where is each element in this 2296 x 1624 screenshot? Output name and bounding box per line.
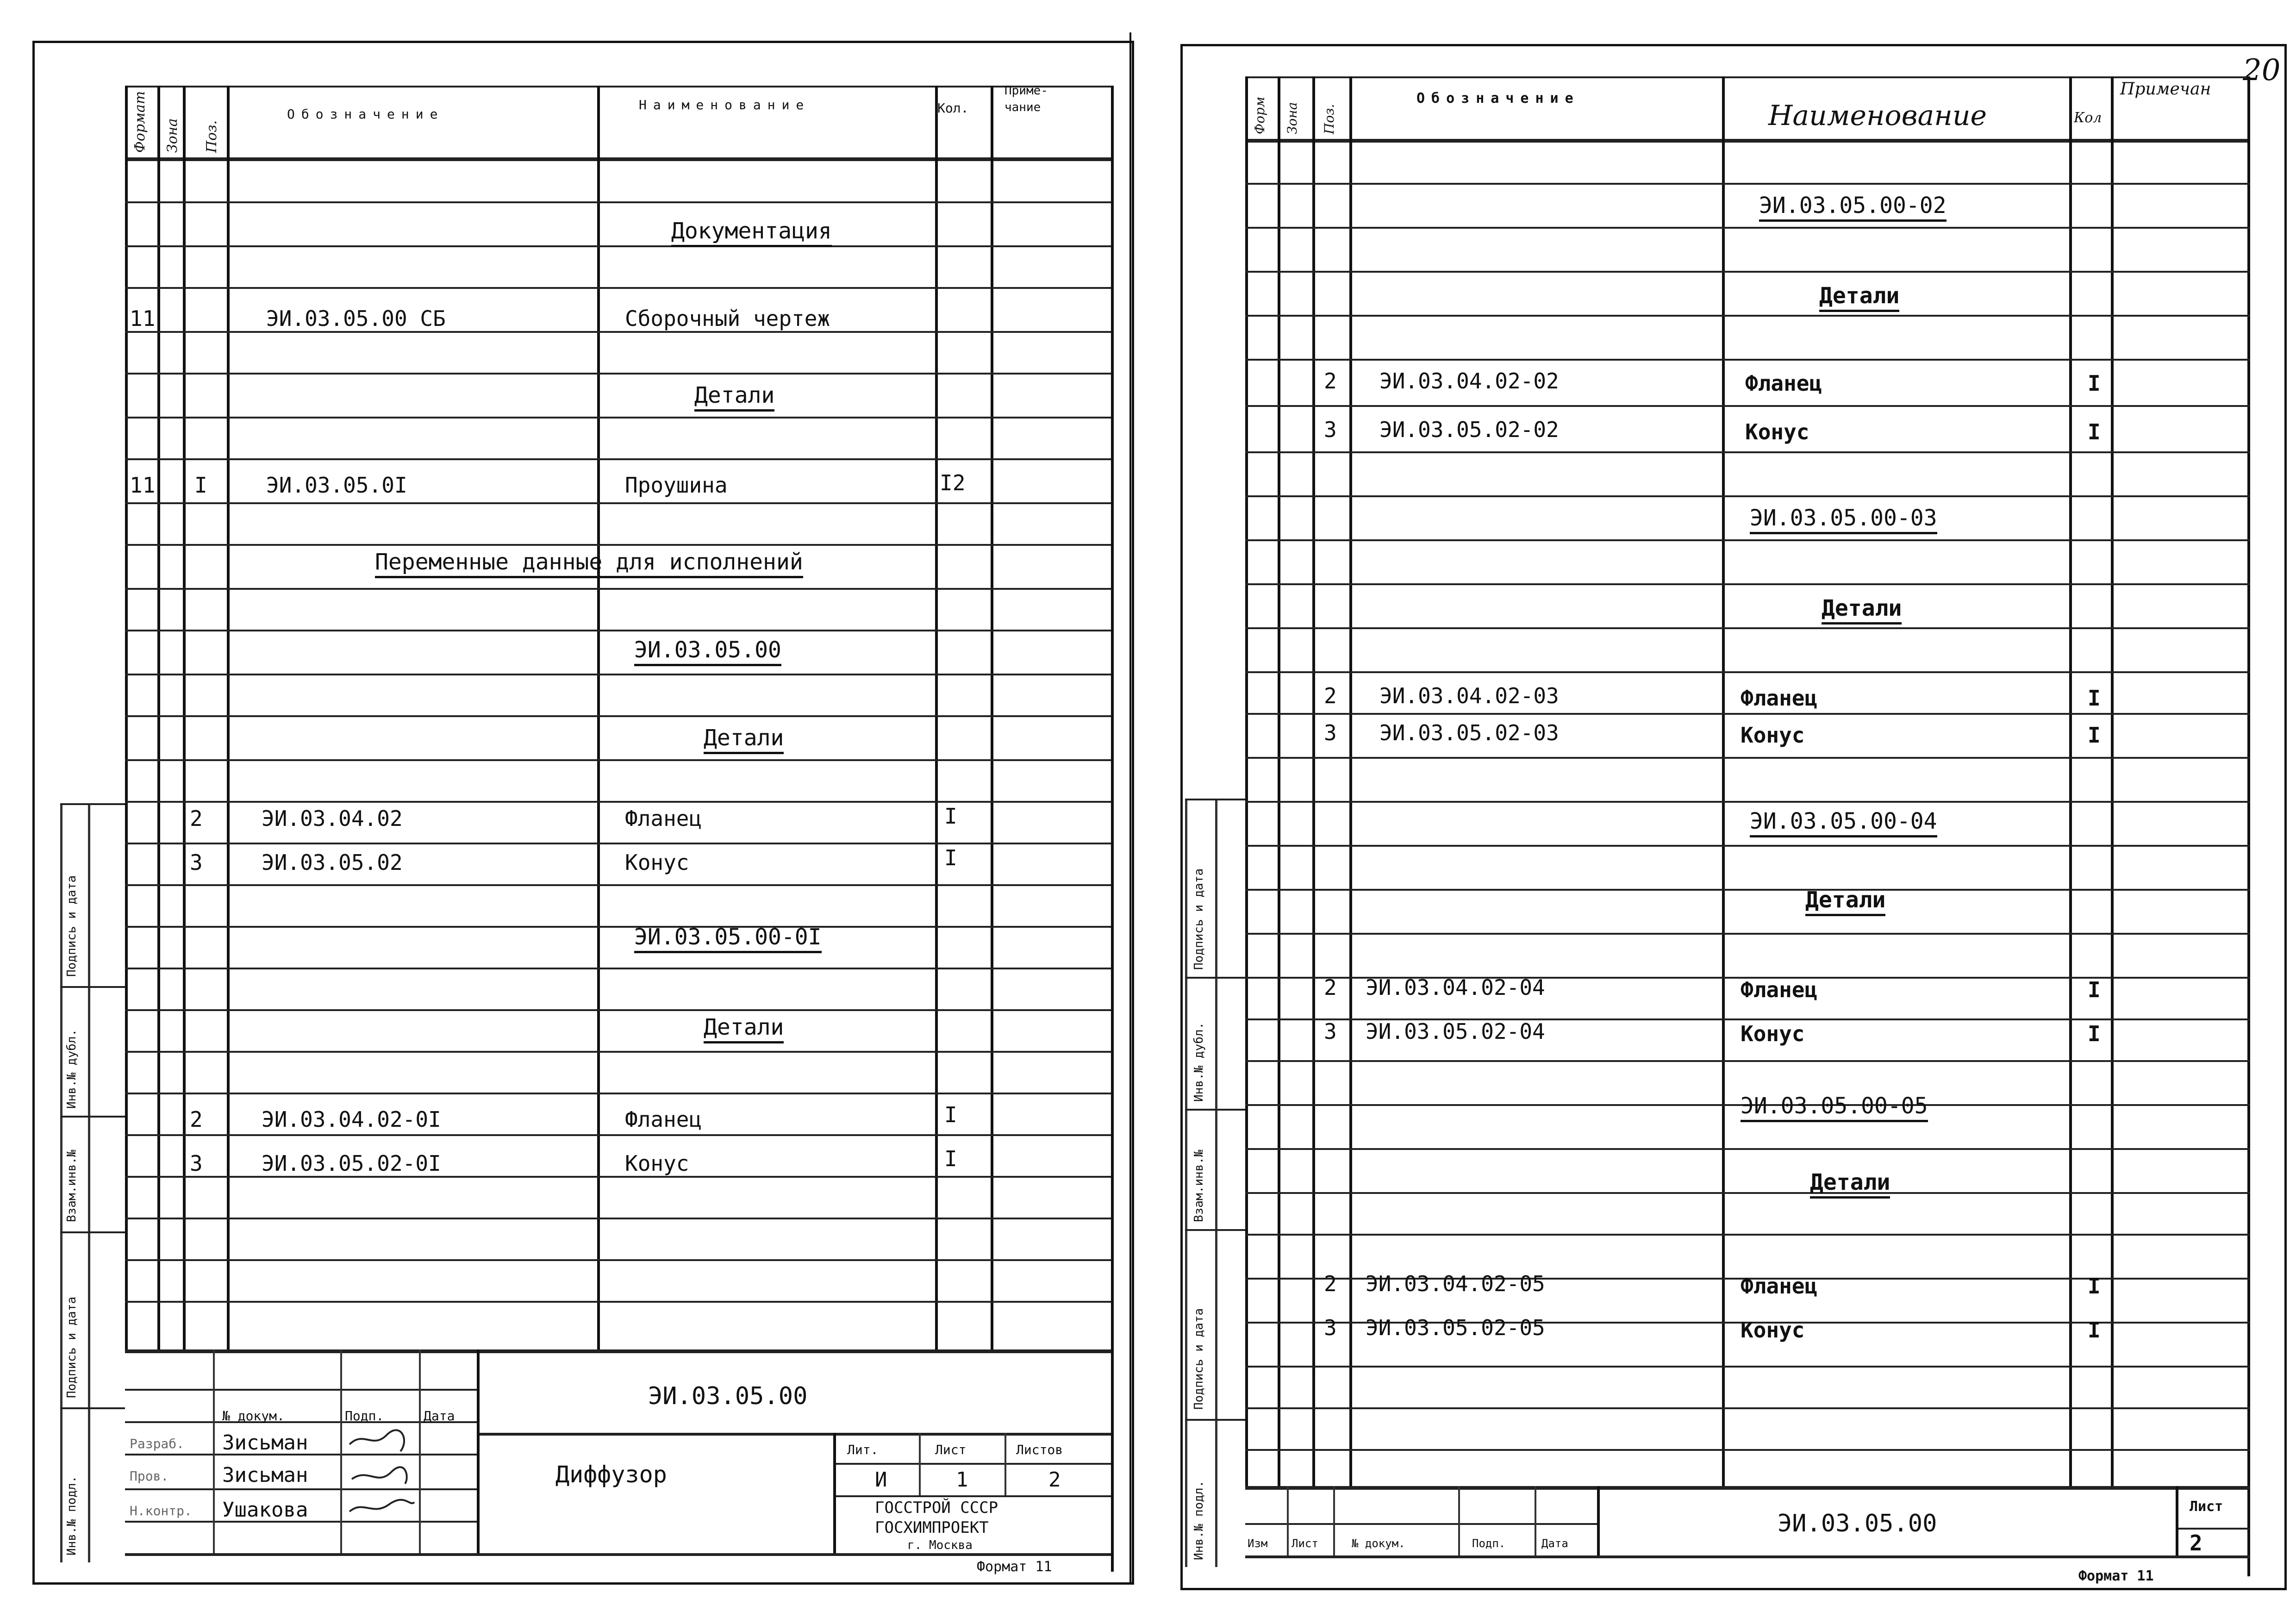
left-header-name: Наименование bbox=[639, 97, 811, 112]
right-row-pos: 3 bbox=[1324, 1019, 1337, 1044]
left-title-org: ГОССТРОЙ СССР bbox=[875, 1499, 998, 1517]
left-stamp-label: Подпись и дата bbox=[65, 875, 79, 977]
right-row-qty: I bbox=[2088, 1274, 2101, 1299]
right-col-line-4 bbox=[1349, 76, 1352, 1488]
left-row-pos: I bbox=[194, 473, 207, 498]
left-title-sheet-value: 1 bbox=[956, 1468, 968, 1492]
left-title-sheets-label: Листов bbox=[1016, 1442, 1063, 1457]
right-row-qty: I bbox=[2088, 977, 2101, 1002]
left-stamp-label: Инв.№ подл. bbox=[65, 1475, 79, 1555]
right-header-pos: Поз. bbox=[1322, 104, 1337, 134]
left-row-designation: ЭИ.03.05.0I bbox=[266, 473, 407, 498]
right-row-pos: 3 bbox=[1324, 417, 1337, 442]
left-col-line-3 bbox=[183, 86, 186, 1349]
sheet-divider bbox=[1129, 32, 1131, 1583]
right-title-col-label: Лист bbox=[1292, 1537, 1318, 1550]
left-section-variant: ЭИ.03.05.00-0I bbox=[634, 926, 822, 953]
left-header-note: Приме- чание bbox=[1004, 84, 1048, 115]
right-header-note: Примечан bbox=[2120, 80, 2211, 99]
right-sheet-frame bbox=[1180, 44, 2287, 1590]
right-row-designation: ЭИ.03.05.02-02 bbox=[1379, 417, 1559, 442]
right-row-name: Конус bbox=[1745, 419, 1809, 444]
right-section-variant: ЭИ.03.05.00-03 bbox=[1750, 507, 1937, 534]
right-row-pos: 2 bbox=[1324, 1271, 1337, 1296]
right-col-line-3 bbox=[1312, 76, 1315, 1488]
right-row-qty: I bbox=[2088, 419, 2101, 444]
left-title-lit-label: Лит. bbox=[847, 1442, 879, 1457]
left-header-zone: Зона bbox=[164, 118, 181, 153]
right-title-col-label: № докум. bbox=[1352, 1537, 1405, 1550]
right-header-name: Наименование bbox=[1768, 100, 1987, 132]
left-stamp-label: Взам.инв.№ bbox=[65, 1149, 79, 1222]
left-row-format: 11 bbox=[130, 473, 156, 498]
right-section-details: Детали bbox=[1805, 889, 1885, 916]
left-title-person: Зисьман bbox=[222, 1463, 308, 1487]
signature-scribble bbox=[345, 1426, 419, 1518]
left-section-variant: ЭИ.03.05.00 bbox=[634, 639, 781, 666]
right-section-variant: ЭИ.03.05.00-02 bbox=[1759, 194, 1947, 222]
left-row-qty: I bbox=[944, 804, 957, 829]
right-header-bottom bbox=[1245, 139, 2250, 143]
left-section-documentation: Документация bbox=[671, 220, 832, 247]
left-section-details: Детали bbox=[694, 384, 774, 412]
left-col-line-8 bbox=[1111, 86, 1114, 1572]
left-row-designation: ЭИ.03.05.02 bbox=[262, 850, 403, 875]
right-section-variant: ЭИ.03.05.00-04 bbox=[1750, 810, 1937, 837]
left-col-line-1 bbox=[125, 86, 128, 1349]
right-header-top bbox=[1245, 76, 2250, 78]
left-row-qty: I bbox=[944, 1146, 957, 1171]
left-title-doc-number: ЭИ.03.05.00 bbox=[648, 1382, 808, 1410]
left-row-designation: ЭИ.03.05.00 СБ bbox=[266, 306, 446, 331]
right-stamp-label: Инв.№ подл. bbox=[1192, 1480, 1206, 1560]
left-title-person: Ушакова bbox=[222, 1498, 308, 1522]
left-stamp-label: Подпись и дата bbox=[65, 1296, 79, 1398]
left-section-variable-data: Переменные данные для исполнений bbox=[375, 551, 803, 578]
left-row-name: Фланец bbox=[625, 806, 702, 831]
left-row-name: Сборочный чертеж bbox=[625, 306, 830, 331]
left-col-line-7 bbox=[991, 86, 993, 1349]
right-section-details: Детали bbox=[1822, 597, 1902, 625]
right-row-name: Фланец bbox=[1741, 977, 1818, 1002]
left-row-name: Конус bbox=[625, 850, 689, 875]
left-row-designation: ЭИ.03.04.02-0I bbox=[262, 1107, 441, 1132]
left-title-col-label: № докум. bbox=[222, 1408, 285, 1424]
right-row-designation: ЭИ.03.05.02-03 bbox=[1379, 720, 1559, 745]
right-row-pos: 3 bbox=[1324, 720, 1337, 745]
right-title-sheet-label: Лист bbox=[2190, 1499, 2223, 1515]
right-row-name: Фланец bbox=[1745, 371, 1822, 396]
left-header-bottom bbox=[125, 157, 1111, 161]
right-col-line-7 bbox=[2111, 76, 2114, 1488]
right-title-doc-number: ЭИ.03.05.00 bbox=[1778, 1510, 1937, 1537]
left-title-col-label: Подп. bbox=[345, 1408, 384, 1424]
left-section-details: Детали bbox=[704, 727, 784, 754]
right-row-pos: 2 bbox=[1324, 369, 1337, 394]
left-title-org: ГОСХИМПРОЕКТ bbox=[875, 1518, 989, 1537]
right-col-line-8 bbox=[2247, 76, 2250, 1576]
right-col-line-6 bbox=[2069, 76, 2072, 1488]
right-row-designation: ЭИ.03.04.02-04 bbox=[1366, 975, 1545, 1000]
right-row-name: Фланец bbox=[1741, 1274, 1818, 1299]
left-header-qty: Кол. bbox=[937, 100, 969, 116]
left-stamp-label: Инв.№ дубл. bbox=[65, 1029, 79, 1109]
right-page-number: 20 bbox=[2243, 53, 2281, 87]
left-section-details: Детали bbox=[704, 1016, 784, 1043]
right-title-sheet-value: 2 bbox=[2190, 1530, 2202, 1555]
right-row-name: Фланец bbox=[1741, 686, 1818, 711]
right-row-qty: I bbox=[2088, 1021, 2101, 1046]
left-title-role: Разраб. bbox=[130, 1436, 185, 1451]
right-section-variant: ЭИ.03.05.00-05 bbox=[1741, 1095, 1928, 1122]
left-col-line-6 bbox=[935, 86, 938, 1349]
right-row-name: Конус bbox=[1741, 723, 1805, 748]
left-row-name: Проушина bbox=[625, 473, 728, 498]
right-section-details: Детали bbox=[1819, 285, 1899, 312]
left-title-org: г. Москва bbox=[907, 1538, 973, 1552]
right-title-col-label: Дата bbox=[1541, 1537, 1568, 1550]
right-header-qty: Кол bbox=[2074, 110, 2102, 126]
left-row-pos: 3 bbox=[190, 1151, 203, 1176]
left-col-line-2 bbox=[157, 86, 160, 1349]
right-header-format: Форм bbox=[1252, 96, 1267, 134]
right-format-label: Формат 11 bbox=[2078, 1568, 2154, 1584]
right-title-col-label: Изм bbox=[1248, 1537, 1268, 1550]
right-stamp-label: Взам.инв.№ bbox=[1192, 1149, 1206, 1222]
right-header-designation: Обозначение bbox=[1416, 90, 1580, 106]
right-title-col-label: Подп. bbox=[1472, 1537, 1506, 1550]
left-title-role: Н.контр. bbox=[130, 1503, 192, 1518]
right-row-designation: ЭИ.03.05.02-05 bbox=[1366, 1315, 1545, 1340]
left-title-lit-value: И bbox=[875, 1468, 887, 1492]
left-format-label: Формат 11 bbox=[977, 1559, 1052, 1575]
left-header-format: Формат bbox=[132, 91, 148, 153]
left-row-pos: 2 bbox=[190, 1107, 203, 1132]
left-row-pos: 2 bbox=[190, 806, 203, 831]
right-stamp-label: Подпись и дата bbox=[1192, 868, 1206, 970]
right-col-line-5 bbox=[1722, 76, 1725, 1488]
left-title-col-label: Дата bbox=[424, 1408, 455, 1424]
left-header-top bbox=[125, 86, 1111, 87]
right-row-name: Конус bbox=[1741, 1021, 1805, 1046]
left-title-person: Зисьман bbox=[222, 1431, 308, 1455]
left-col-line-5 bbox=[597, 86, 600, 1349]
right-stamp-label: Подпись и дата bbox=[1192, 1308, 1206, 1410]
right-row-designation: ЭИ.03.04.02-03 bbox=[1379, 683, 1559, 708]
right-row-qty: I bbox=[2088, 371, 2101, 396]
right-row-pos: 3 bbox=[1324, 1315, 1337, 1340]
left-row-pos: 3 bbox=[190, 850, 203, 875]
left-title-sheets-value: 2 bbox=[1048, 1468, 1061, 1492]
left-row-designation: ЭИ.03.05.02-0I bbox=[262, 1151, 441, 1176]
right-section-details: Детали bbox=[1810, 1171, 1890, 1199]
left-row-qty: I bbox=[944, 1102, 957, 1127]
right-row-qty: I bbox=[2088, 686, 2101, 711]
left-row-name: Конус bbox=[625, 1151, 689, 1176]
left-header-designation: Обозначение bbox=[287, 106, 444, 122]
left-header-pos: Поз. bbox=[204, 120, 220, 153]
left-row-qty: I2 bbox=[940, 470, 966, 495]
left-title-role: Пров. bbox=[130, 1468, 169, 1484]
right-col-line-1 bbox=[1245, 76, 1248, 1488]
left-row-designation: ЭИ.03.04.02 bbox=[262, 806, 403, 831]
left-title-sheet-label: Лист bbox=[935, 1442, 967, 1457]
right-stamp-label: Инв.№ дубл. bbox=[1192, 1022, 1206, 1102]
right-row-pos: 2 bbox=[1324, 683, 1337, 708]
right-row-pos: 2 bbox=[1324, 975, 1337, 1000]
left-row-format: 11 bbox=[130, 306, 156, 331]
right-row-designation: ЭИ.03.04.02-05 bbox=[1366, 1271, 1545, 1296]
right-row-designation: ЭИ.03.05.02-04 bbox=[1366, 1019, 1545, 1044]
right-row-designation: ЭИ.03.04.02-02 bbox=[1379, 369, 1559, 394]
left-title-name: Диффузор bbox=[555, 1461, 667, 1488]
left-row-name: Фланец bbox=[625, 1107, 702, 1132]
right-row-qty: I bbox=[2088, 1318, 2101, 1343]
left-row-qty: I bbox=[944, 845, 957, 870]
left-col-line-4 bbox=[227, 86, 230, 1349]
right-row-qty: I bbox=[2088, 723, 2101, 748]
right-col-line-2 bbox=[1278, 76, 1280, 1488]
right-row-name: Конус bbox=[1741, 1318, 1805, 1343]
right-header-zone: Зона bbox=[1285, 102, 1300, 134]
